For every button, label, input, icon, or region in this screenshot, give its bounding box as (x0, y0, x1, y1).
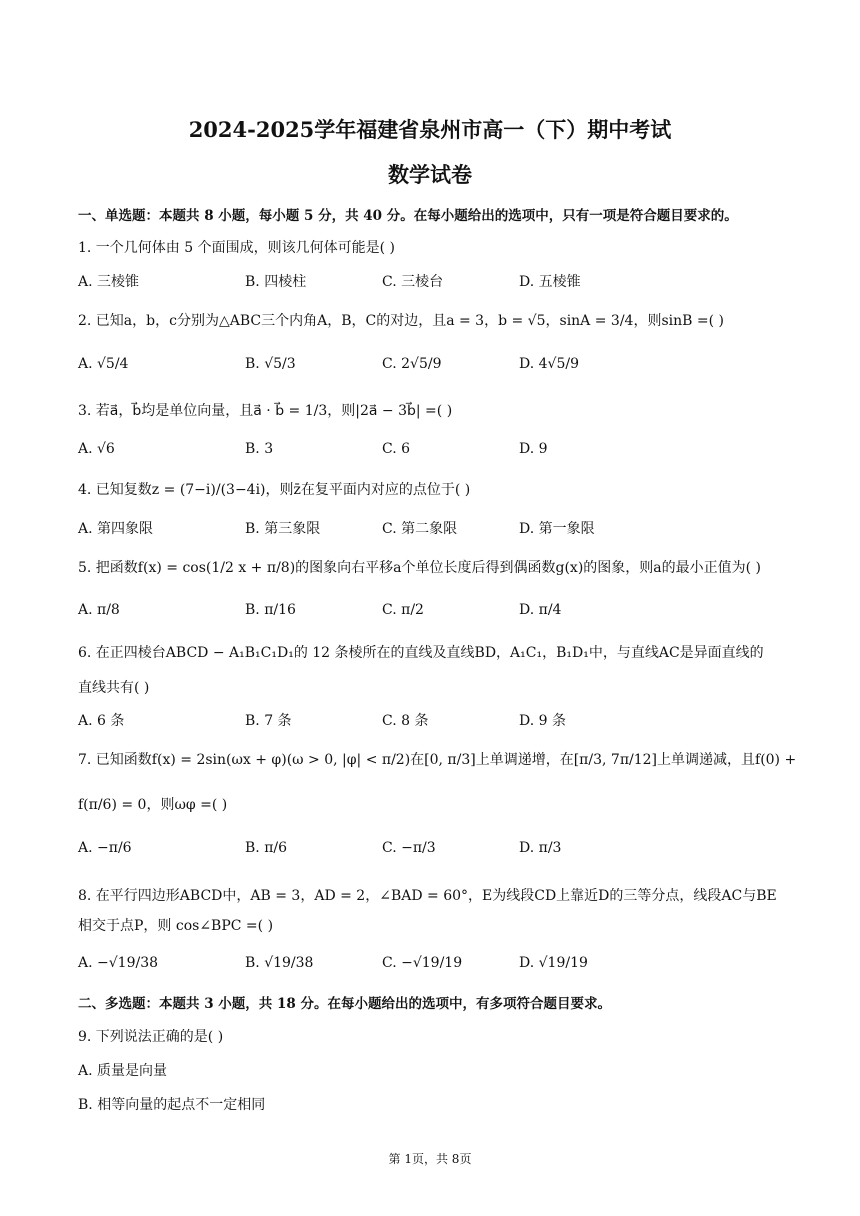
q4-option-d: D. 第一象限 (519, 521, 595, 537)
q2-option-c: C. 2√5/9 (382, 356, 442, 372)
q2-option-b: B. √5/3 (245, 356, 296, 372)
q9-option-b: B. 相等向量的起点不一定相同 (78, 1097, 266, 1113)
q7-option-d: D. π/3 (519, 840, 562, 856)
question-1: 1. 一个几何体由 5 个面围成，则该几何体可能是( ) (78, 240, 395, 256)
exam-title: 2024-2025学年福建省泉州市高一（下）期中考试 (188, 117, 672, 142)
question-7-line-1: 7. 已知函数f(x) = 2sin(ωx + φ)(ω > 0, |φ| < π/2)在[0, π/3]上单调递增，在[π/3, 7π/12]上单调递减，且f(0) + (78, 752, 797, 768)
question-4: 4. 已知复数z = (7−i)/(3−4i)，则z̄在复平面内对应的点位于( ) (78, 482, 471, 498)
question-2: 2. 已知a，b，c分别为△ABC三个内角A，B，C的对边，且a = 3，b = √5，sinA = 3/4，则sinB =( ) (78, 313, 724, 329)
question-7-line-2: f(π/6) = 0，则ωφ =( ) (78, 797, 228, 813)
question-8-line-1: 8. 在平行四边形ABCD中，AB = 3，AD = 2，∠BAD = 60°，E为线段CD上靠近D的三等分点，线段AC与BE (78, 888, 777, 904)
question-6-line-2: 直线共有( ) (78, 680, 150, 696)
section-heading-single-choice: 一、单选题：本题共 8 小题，每小题 5 分，共 40 分。在每小题给出的选项中，只有一项是符合题目要求的。 (78, 208, 738, 224)
q8-option-a: A. −√19/38 (78, 955, 159, 971)
q7-option-a: A. −π/6 (78, 840, 132, 856)
section-heading-multi-choice: 二、多选题：本题共 3 小题，共 18 分。在每小题给出的选项中，有多项符合题目要求。 (78, 996, 611, 1012)
q7-option-b: B. π/6 (245, 840, 288, 856)
q1-option-c: C. 三棱台 (382, 274, 444, 290)
q6-option-b: B. 7 条 (245, 713, 292, 729)
q5-option-b: B. π/16 (245, 602, 296, 618)
q4-option-a: A. 第四象限 (78, 521, 154, 537)
question-6-line-1: 6. 在正四棱台ABCD − A₁B₁C₁D₁的 12 条棱所在的直线及直线BD，A₁C₁，B₁D₁中，与直线AC是异面直线的 (78, 645, 764, 661)
q6-option-a: A. 6 条 (78, 713, 125, 729)
q7-option-c: C. −π/3 (382, 840, 436, 856)
page-footer: 第 1页，共 8页 (388, 1152, 472, 1166)
q1-option-b: B. 四棱柱 (245, 274, 307, 290)
q3-option-c: C. 6 (382, 441, 411, 457)
q2-option-a: A. √5/4 (78, 356, 129, 372)
q8-option-d: D. √19/19 (519, 955, 588, 971)
question-3: 3. 若a⃗，b⃗均是单位向量，且a⃗ · b⃗ = 1/3，则|2a⃗ − 3b⃗| =( ) (78, 403, 453, 419)
q1-option-d: D. 五棱锥 (519, 274, 581, 290)
q4-option-b: B. 第三象限 (245, 521, 321, 537)
q4-option-c: C. 第二象限 (382, 521, 458, 537)
q1-option-a: A. 三棱锥 (78, 274, 140, 290)
question-9: 9. 下列说法正确的是( ) (78, 1029, 224, 1045)
q6-option-c: C. 8 条 (382, 713, 429, 729)
q5-option-d: D. π/4 (519, 602, 562, 618)
q5-option-c: C. π/2 (382, 602, 424, 618)
q3-option-d: D. 9 (519, 441, 548, 457)
q8-option-c: C. −√19/19 (382, 955, 463, 971)
exam-subtitle: 数学试卷 (388, 162, 472, 187)
question-8-line-2: 相交于点P，则 cos∠BPC =( ) (78, 918, 274, 934)
q3-option-a: A. √6 (78, 441, 115, 457)
question-5: 5. 把函数f(x) = cos(1/2 x + π/8)的图象向右平移a个单位长度后得到偶函数g(x)的图象，则a的最小正值为( ) (78, 560, 761, 576)
q5-option-a: A. π/8 (78, 602, 120, 618)
q2-option-d: D. 4√5/9 (519, 356, 579, 372)
q6-option-d: D. 9 条 (519, 713, 566, 729)
q3-option-b: B. 3 (245, 441, 274, 457)
q8-option-b: B. √19/38 (245, 955, 314, 971)
q9-option-a: A. 质量是向量 (78, 1063, 168, 1079)
